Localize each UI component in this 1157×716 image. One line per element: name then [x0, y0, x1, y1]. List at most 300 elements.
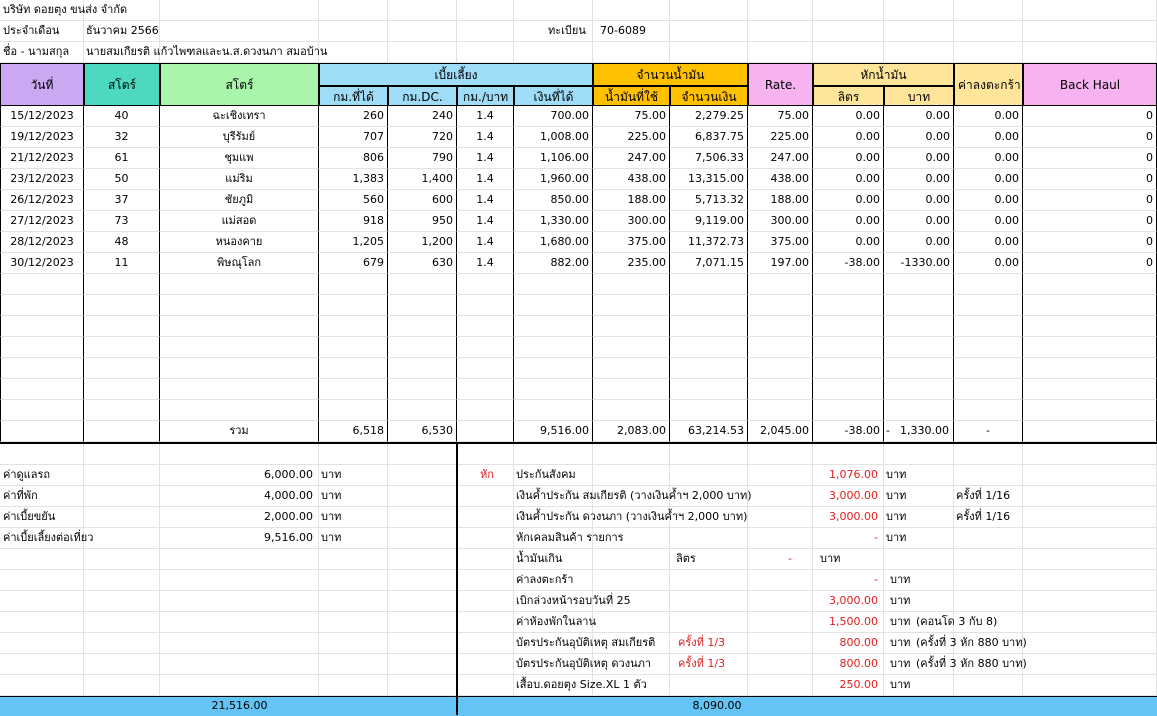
empty-cell[interactable]	[1023, 379, 1157, 400]
grid-cell[interactable]	[388, 0, 457, 21]
empty-cell[interactable]	[748, 316, 813, 337]
empty-cell[interactable]	[593, 379, 670, 400]
grid-cell[interactable]	[1023, 486, 1157, 507]
grid-cell[interactable]	[0, 549, 84, 570]
grid-cell[interactable]	[670, 675, 748, 696]
empty-cell[interactable]	[954, 379, 1023, 400]
table-cell-baht[interactable]: 0.00	[884, 148, 954, 169]
grid-cell[interactable]	[593, 612, 670, 633]
empty-cell[interactable]	[514, 274, 593, 295]
grid-cell[interactable]	[670, 0, 748, 21]
table-cell-fuel_used[interactable]: 75.00	[593, 106, 670, 127]
table-cell-liter[interactable]: 0.00	[813, 148, 884, 169]
empty-cell[interactable]	[84, 274, 160, 295]
grid-cell[interactable]	[388, 42, 457, 63]
table-cell-baht[interactable]: -1330.00	[884, 253, 954, 274]
table-cell-backhaul[interactable]: 0	[1023, 253, 1157, 274]
grid-cell[interactable]	[388, 528, 457, 549]
empty-cell[interactable]	[388, 358, 457, 379]
table-cell-rate[interactable]: 300.00	[748, 211, 813, 232]
grid-cell[interactable]	[884, 444, 954, 465]
table-cell-store_no[interactable]: 61	[84, 148, 160, 169]
totals-baht[interactable]	[884, 421, 954, 442]
empty-cell[interactable]	[388, 337, 457, 358]
grid-cell[interactable]	[388, 507, 457, 528]
grid-cell[interactable]	[388, 633, 457, 654]
empty-cell[interactable]	[84, 316, 160, 337]
empty-cell[interactable]	[813, 358, 884, 379]
grid-cell[interactable]	[457, 549, 514, 570]
table-cell-rate[interactable]: 197.00	[748, 253, 813, 274]
grid-cell[interactable]	[388, 675, 457, 696]
empty-cell[interactable]	[593, 274, 670, 295]
table-cell-date[interactable]: 30/12/2023	[0, 253, 84, 274]
table-cell-km_dc[interactable]: 720	[388, 127, 457, 148]
empty-cell[interactable]	[670, 400, 748, 421]
grid-cell[interactable]	[457, 528, 514, 549]
grid-cell[interactable]	[1023, 612, 1157, 633]
empty-cell[interactable]	[670, 358, 748, 379]
grid-cell[interactable]	[813, 42, 884, 63]
table-cell-liter[interactable]: 0.00	[813, 211, 884, 232]
grid-cell[interactable]	[1023, 42, 1157, 63]
table-cell-km_baht[interactable]: 1.4	[457, 106, 514, 127]
empty-cell[interactable]	[0, 295, 84, 316]
grid-cell[interactable]	[0, 570, 84, 591]
grid-cell[interactable]	[84, 549, 160, 570]
table-cell-basket[interactable]: 0.00	[954, 190, 1023, 211]
header-fuel-amount[interactable]: จำนวนเงิน	[670, 86, 748, 106]
totals-label[interactable]: รวม	[160, 421, 319, 442]
empty-cell[interactable]	[593, 358, 670, 379]
empty-cell[interactable]	[388, 295, 457, 316]
table-cell-fuel_amount[interactable]: 9,119.00	[670, 211, 748, 232]
table-cell-baht[interactable]: 0.00	[884, 232, 954, 253]
grid-cell[interactable]	[514, 42, 593, 63]
table-cell-fuel_amount[interactable]: 13,315.00	[670, 169, 748, 190]
empty-cell[interactable]	[748, 295, 813, 316]
table-cell-store[interactable]: บุรีรัมย์	[160, 127, 319, 148]
grid-cell[interactable]	[457, 486, 514, 507]
table-cell-basket[interactable]: 0.00	[954, 232, 1023, 253]
totals-money[interactable]: 9,516.00	[514, 421, 593, 442]
empty-cell[interactable]	[748, 358, 813, 379]
grid-cell[interactable]	[388, 444, 457, 465]
empty-cell[interactable]	[514, 295, 593, 316]
table-cell-basket[interactable]: 0.00	[954, 127, 1023, 148]
table-cell-store[interactable]: หนองคาย	[160, 232, 319, 253]
grid-cell[interactable]	[319, 42, 388, 63]
table-cell-km_dc[interactable]: 600	[388, 190, 457, 211]
empty-cell[interactable]	[954, 358, 1023, 379]
grid-cell[interactable]	[388, 549, 457, 570]
grid-cell[interactable]	[160, 612, 319, 633]
table-cell-backhaul[interactable]: 0	[1023, 211, 1157, 232]
table-cell-rate[interactable]: 225.00	[748, 127, 813, 148]
grid-cell[interactable]	[388, 21, 457, 42]
empty-cell[interactable]	[954, 400, 1023, 421]
grid-cell[interactable]	[670, 42, 748, 63]
table-cell-km_done[interactable]: 1,383	[319, 169, 388, 190]
header-store[interactable]: สโตร์	[160, 63, 319, 106]
table-cell-fuel_used[interactable]: 375.00	[593, 232, 670, 253]
grid-cell[interactable]	[457, 42, 514, 63]
empty-cell[interactable]	[593, 337, 670, 358]
header-km-dc[interactable]: กม.DC.	[388, 86, 457, 106]
grid-cell[interactable]	[160, 444, 319, 465]
grid-cell[interactable]	[84, 570, 160, 591]
table-cell-store_no[interactable]: 73	[84, 211, 160, 232]
table-cell-fuel_amount[interactable]: 5,713.32	[670, 190, 748, 211]
table-cell-km_done[interactable]: 260	[319, 106, 388, 127]
table-cell-liter[interactable]: 0.00	[813, 190, 884, 211]
grid-cell[interactable]	[1023, 675, 1157, 696]
table-cell-fuel_used[interactable]: 188.00	[593, 190, 670, 211]
empty-cell[interactable]	[388, 379, 457, 400]
grid-cell[interactable]	[954, 21, 1023, 42]
table-cell-fuel_amount[interactable]: 2,279.25	[670, 106, 748, 127]
table-cell-store[interactable]: แม่ริม	[160, 169, 319, 190]
table-cell-basket[interactable]: 0.00	[954, 169, 1023, 190]
empty-cell[interactable]	[514, 316, 593, 337]
grid-cell[interactable]	[1023, 654, 1157, 675]
header-date[interactable]: วันที่	[0, 63, 84, 106]
empty-cell[interactable]	[813, 274, 884, 295]
grid-cell[interactable]	[388, 465, 457, 486]
empty-cell[interactable]	[457, 316, 514, 337]
empty-cell[interactable]	[319, 379, 388, 400]
table-cell-store_no[interactable]: 11	[84, 253, 160, 274]
grid-cell[interactable]	[84, 654, 160, 675]
table-cell-liter[interactable]: 0.00	[813, 169, 884, 190]
table-cell-date[interactable]: 26/12/2023	[0, 190, 84, 211]
grid-cell[interactable]	[748, 42, 813, 63]
grid-cell[interactable]	[1023, 444, 1157, 465]
table-cell-backhaul[interactable]: 0	[1023, 127, 1157, 148]
grid-cell[interactable]	[84, 633, 160, 654]
table-cell-rate[interactable]: 188.00	[748, 190, 813, 211]
empty-cell[interactable]	[813, 316, 884, 337]
empty-cell[interactable]	[954, 316, 1023, 337]
header-allowance[interactable]: เบี้ยเลี้ยง	[319, 63, 593, 86]
grid-cell[interactable]	[319, 0, 388, 21]
header-baht[interactable]: บาท	[884, 86, 954, 106]
grid-cell[interactable]	[670, 21, 748, 42]
grid-cell[interactable]	[84, 591, 160, 612]
table-cell-backhaul[interactable]: 0	[1023, 190, 1157, 211]
empty-cell[interactable]	[457, 274, 514, 295]
grid-cell[interactable]	[160, 633, 319, 654]
table-cell-km_done[interactable]: 679	[319, 253, 388, 274]
grid-cell[interactable]	[1023, 465, 1157, 486]
table-cell-backhaul[interactable]: 0	[1023, 169, 1157, 190]
grid-cell[interactable]	[954, 675, 1023, 696]
empty-cell[interactable]	[813, 400, 884, 421]
grid-cell[interactable]	[457, 675, 514, 696]
grid-cell[interactable]	[84, 465, 160, 486]
table-cell-liter[interactable]: 0.00	[813, 127, 884, 148]
grid-cell[interactable]	[388, 486, 457, 507]
empty-cell[interactable]	[0, 400, 84, 421]
table-cell-backhaul[interactable]: 0	[1023, 232, 1157, 253]
grid-cell[interactable]	[593, 0, 670, 21]
table-cell-basket[interactable]: 0.00	[954, 106, 1023, 127]
header-rate[interactable]: Rate.	[748, 63, 813, 106]
grid-cell[interactable]	[954, 528, 1023, 549]
grid-cell[interactable]	[388, 654, 457, 675]
empty-cell[interactable]	[954, 337, 1023, 358]
empty-cell[interactable]	[388, 400, 457, 421]
table-cell-backhaul[interactable]: 0	[1023, 148, 1157, 169]
table-cell-km_dc[interactable]: 630	[388, 253, 457, 274]
empty-cell[interactable]	[884, 379, 954, 400]
grid-cell[interactable]	[319, 444, 388, 465]
grid-cell[interactable]	[388, 591, 457, 612]
grid-cell[interactable]	[954, 444, 1023, 465]
table-cell-km_done[interactable]: 918	[319, 211, 388, 232]
table-cell-fuel_amount[interactable]: 7,071.15	[670, 253, 748, 274]
empty-cell[interactable]	[0, 358, 84, 379]
empty-cell[interactable]	[160, 337, 319, 358]
empty-cell[interactable]	[884, 274, 954, 295]
empty-cell[interactable]	[748, 379, 813, 400]
grid-cell[interactable]	[748, 444, 813, 465]
empty-cell[interactable]	[84, 337, 160, 358]
grid-cell[interactable]	[593, 42, 670, 63]
table-cell-baht[interactable]: 0.00	[884, 127, 954, 148]
table-cell-store_no[interactable]: 48	[84, 232, 160, 253]
table-cell-store_no[interactable]: 50	[84, 169, 160, 190]
table-cell-km_baht[interactable]: 1.4	[457, 148, 514, 169]
table-cell-date[interactable]: 21/12/2023	[0, 148, 84, 169]
header-fuel-used[interactable]: น้ำมันที่ใช้	[593, 86, 670, 106]
empty-cell[interactable]	[1023, 421, 1157, 442]
header-store-no[interactable]: สโตร์	[84, 63, 160, 106]
table-cell-km_baht[interactable]: 1.4	[457, 169, 514, 190]
totals-liter[interactable]: -38.00	[813, 421, 884, 442]
table-cell-km_dc[interactable]: 950	[388, 211, 457, 232]
table-cell-fuel_used[interactable]: 438.00	[593, 169, 670, 190]
empty-cell[interactable]	[84, 379, 160, 400]
grid-cell[interactable]	[0, 633, 84, 654]
empty-cell[interactable]	[670, 316, 748, 337]
empty-cell[interactable]	[84, 358, 160, 379]
table-cell-store[interactable]: แม่สอด	[160, 211, 319, 232]
grid-cell[interactable]	[0, 654, 84, 675]
table-cell-baht[interactable]: 0.00	[884, 169, 954, 190]
grid-cell[interactable]	[813, 444, 884, 465]
table-cell-rate[interactable]: 438.00	[748, 169, 813, 190]
grid-cell[interactable]	[670, 591, 748, 612]
grid-cell[interactable]	[884, 0, 954, 21]
empty-cell[interactable]	[319, 295, 388, 316]
grid-cell[interactable]	[813, 21, 884, 42]
empty-cell[interactable]	[884, 358, 954, 379]
header-km-baht[interactable]: กม./บาท	[457, 86, 514, 106]
grid-cell[interactable]	[160, 21, 319, 42]
grid-cell[interactable]	[457, 507, 514, 528]
grid-cell[interactable]	[457, 21, 514, 42]
empty-cell[interactable]	[0, 337, 84, 358]
header-oil-deduct[interactable]: หักน้ำมัน	[813, 63, 954, 86]
grid-cell[interactable]	[670, 570, 748, 591]
table-cell-date[interactable]: 19/12/2023	[0, 127, 84, 148]
totals-rate[interactable]: 2,045.00	[748, 421, 813, 442]
grid-cell[interactable]	[670, 528, 748, 549]
grid-cell[interactable]	[593, 465, 670, 486]
table-cell-store_no[interactable]: 40	[84, 106, 160, 127]
header-backhaul[interactable]: Back Haul	[1023, 63, 1157, 106]
header-km-done[interactable]: กม.ที่ได้	[319, 86, 388, 106]
table-cell-km_baht[interactable]: 1.4	[457, 211, 514, 232]
empty-cell[interactable]	[0, 316, 84, 337]
table-cell-money[interactable]: 1,680.00	[514, 232, 593, 253]
grid-cell[interactable]	[319, 633, 388, 654]
empty-cell[interactable]	[670, 274, 748, 295]
grid-cell[interactable]	[388, 570, 457, 591]
empty-cell[interactable]	[1023, 337, 1157, 358]
empty-cell[interactable]	[593, 295, 670, 316]
table-cell-fuel_used[interactable]: 235.00	[593, 253, 670, 274]
grid-cell[interactable]	[160, 675, 319, 696]
grid-cell[interactable]	[160, 549, 319, 570]
table-cell-store[interactable]: พิษณุโลก	[160, 253, 319, 274]
empty-cell[interactable]	[748, 274, 813, 295]
empty-cell[interactable]	[84, 400, 160, 421]
grid-cell[interactable]	[670, 444, 748, 465]
grid-cell[interactable]	[1023, 633, 1157, 654]
grid-cell[interactable]	[160, 570, 319, 591]
grid-cell[interactable]	[319, 570, 388, 591]
totals-fuel_used[interactable]: 2,083.00	[593, 421, 670, 442]
grid-cell[interactable]	[457, 612, 514, 633]
table-cell-basket[interactable]: 0.00	[954, 253, 1023, 274]
grid-cell[interactable]	[884, 21, 954, 42]
grid-cell[interactable]	[1023, 570, 1157, 591]
table-cell-km_dc[interactable]: 240	[388, 106, 457, 127]
empty-cell[interactable]	[457, 421, 514, 442]
empty-cell[interactable]	[319, 316, 388, 337]
table-cell-km_baht[interactable]: 1.4	[457, 232, 514, 253]
empty-cell[interactable]	[160, 379, 319, 400]
grid-cell[interactable]	[319, 21, 388, 42]
table-cell-money[interactable]: 882.00	[514, 253, 593, 274]
empty-cell[interactable]	[884, 295, 954, 316]
table-cell-km_done[interactable]: 806	[319, 148, 388, 169]
table-cell-money[interactable]: 700.00	[514, 106, 593, 127]
table-cell-money[interactable]: 1,960.00	[514, 169, 593, 190]
grid-cell[interactable]	[84, 675, 160, 696]
table-cell-store[interactable]: ชัยภูมิ	[160, 190, 319, 211]
grid-cell[interactable]	[1023, 528, 1157, 549]
table-cell-store_no[interactable]: 32	[84, 127, 160, 148]
empty-cell[interactable]	[0, 421, 84, 442]
table-cell-date[interactable]: 15/12/2023	[0, 106, 84, 127]
empty-cell[interactable]	[1023, 358, 1157, 379]
empty-cell[interactable]	[388, 274, 457, 295]
table-cell-date[interactable]: 28/12/2023	[0, 232, 84, 253]
empty-cell[interactable]	[514, 358, 593, 379]
empty-cell[interactable]	[514, 379, 593, 400]
table-cell-km_baht[interactable]: 1.4	[457, 253, 514, 274]
table-cell-km_done[interactable]: 560	[319, 190, 388, 211]
grid-cell[interactable]	[954, 0, 1023, 21]
empty-cell[interactable]	[748, 400, 813, 421]
grid-cell[interactable]	[84, 486, 160, 507]
empty-cell[interactable]	[319, 358, 388, 379]
empty-cell[interactable]	[593, 400, 670, 421]
table-cell-store[interactable]: ชุมแพ	[160, 148, 319, 169]
grid-cell[interactable]	[1023, 507, 1157, 528]
table-cell-baht[interactable]: 0.00	[884, 211, 954, 232]
empty-cell[interactable]	[954, 295, 1023, 316]
empty-cell[interactable]	[514, 400, 593, 421]
totals-km_dc[interactable]: 6,530	[388, 421, 457, 442]
grid-cell[interactable]	[319, 549, 388, 570]
grid-cell[interactable]	[1023, 591, 1157, 612]
empty-cell[interactable]	[84, 295, 160, 316]
table-cell-fuel_amount[interactable]: 7,506.33	[670, 148, 748, 169]
grid-cell[interactable]	[514, 0, 593, 21]
empty-cell[interactable]	[0, 274, 84, 295]
grid-cell[interactable]	[0, 444, 84, 465]
empty-cell[interactable]	[319, 274, 388, 295]
grid-cell[interactable]	[457, 633, 514, 654]
table-cell-basket[interactable]: 0.00	[954, 211, 1023, 232]
empty-cell[interactable]	[1023, 400, 1157, 421]
table-cell-backhaul[interactable]: 0	[1023, 106, 1157, 127]
empty-cell[interactable]	[160, 316, 319, 337]
grid-cell[interactable]	[593, 570, 670, 591]
grid-cell[interactable]	[954, 465, 1023, 486]
table-cell-fuel_amount[interactable]: 11,372.73	[670, 232, 748, 253]
empty-cell[interactable]	[670, 337, 748, 358]
empty-cell[interactable]	[813, 337, 884, 358]
table-cell-fuel_used[interactable]: 247.00	[593, 148, 670, 169]
grid-cell[interactable]	[954, 549, 1023, 570]
empty-cell[interactable]	[813, 379, 884, 400]
grid-cell[interactable]	[457, 0, 514, 21]
grid-cell[interactable]	[748, 0, 813, 21]
empty-cell[interactable]	[457, 358, 514, 379]
empty-cell[interactable]	[457, 400, 514, 421]
empty-cell[interactable]	[160, 274, 319, 295]
empty-cell[interactable]	[457, 379, 514, 400]
empty-cell[interactable]	[813, 295, 884, 316]
empty-cell[interactable]	[1023, 274, 1157, 295]
empty-cell[interactable]	[160, 358, 319, 379]
table-cell-store_no[interactable]: 37	[84, 190, 160, 211]
table-cell-rate[interactable]: 375.00	[748, 232, 813, 253]
grid-cell[interactable]	[160, 654, 319, 675]
empty-cell[interactable]	[457, 295, 514, 316]
totals-fuel_amount[interactable]: 63,214.53	[670, 421, 748, 442]
grid-cell[interactable]	[954, 591, 1023, 612]
grid-cell[interactable]	[457, 444, 514, 465]
table-cell-rate[interactable]: 75.00	[748, 106, 813, 127]
table-cell-fuel_used[interactable]: 300.00	[593, 211, 670, 232]
grid-cell[interactable]	[1023, 21, 1157, 42]
grid-cell[interactable]	[457, 591, 514, 612]
grid-cell[interactable]	[884, 42, 954, 63]
grid-cell[interactable]	[748, 549, 813, 570]
grid-cell[interactable]	[0, 675, 84, 696]
empty-cell[interactable]	[1023, 316, 1157, 337]
table-cell-liter[interactable]: 0.00	[813, 232, 884, 253]
table-cell-km_baht[interactable]: 1.4	[457, 127, 514, 148]
table-cell-fuel_amount[interactable]: 6,837.75	[670, 127, 748, 148]
grid-cell[interactable]	[84, 528, 160, 549]
